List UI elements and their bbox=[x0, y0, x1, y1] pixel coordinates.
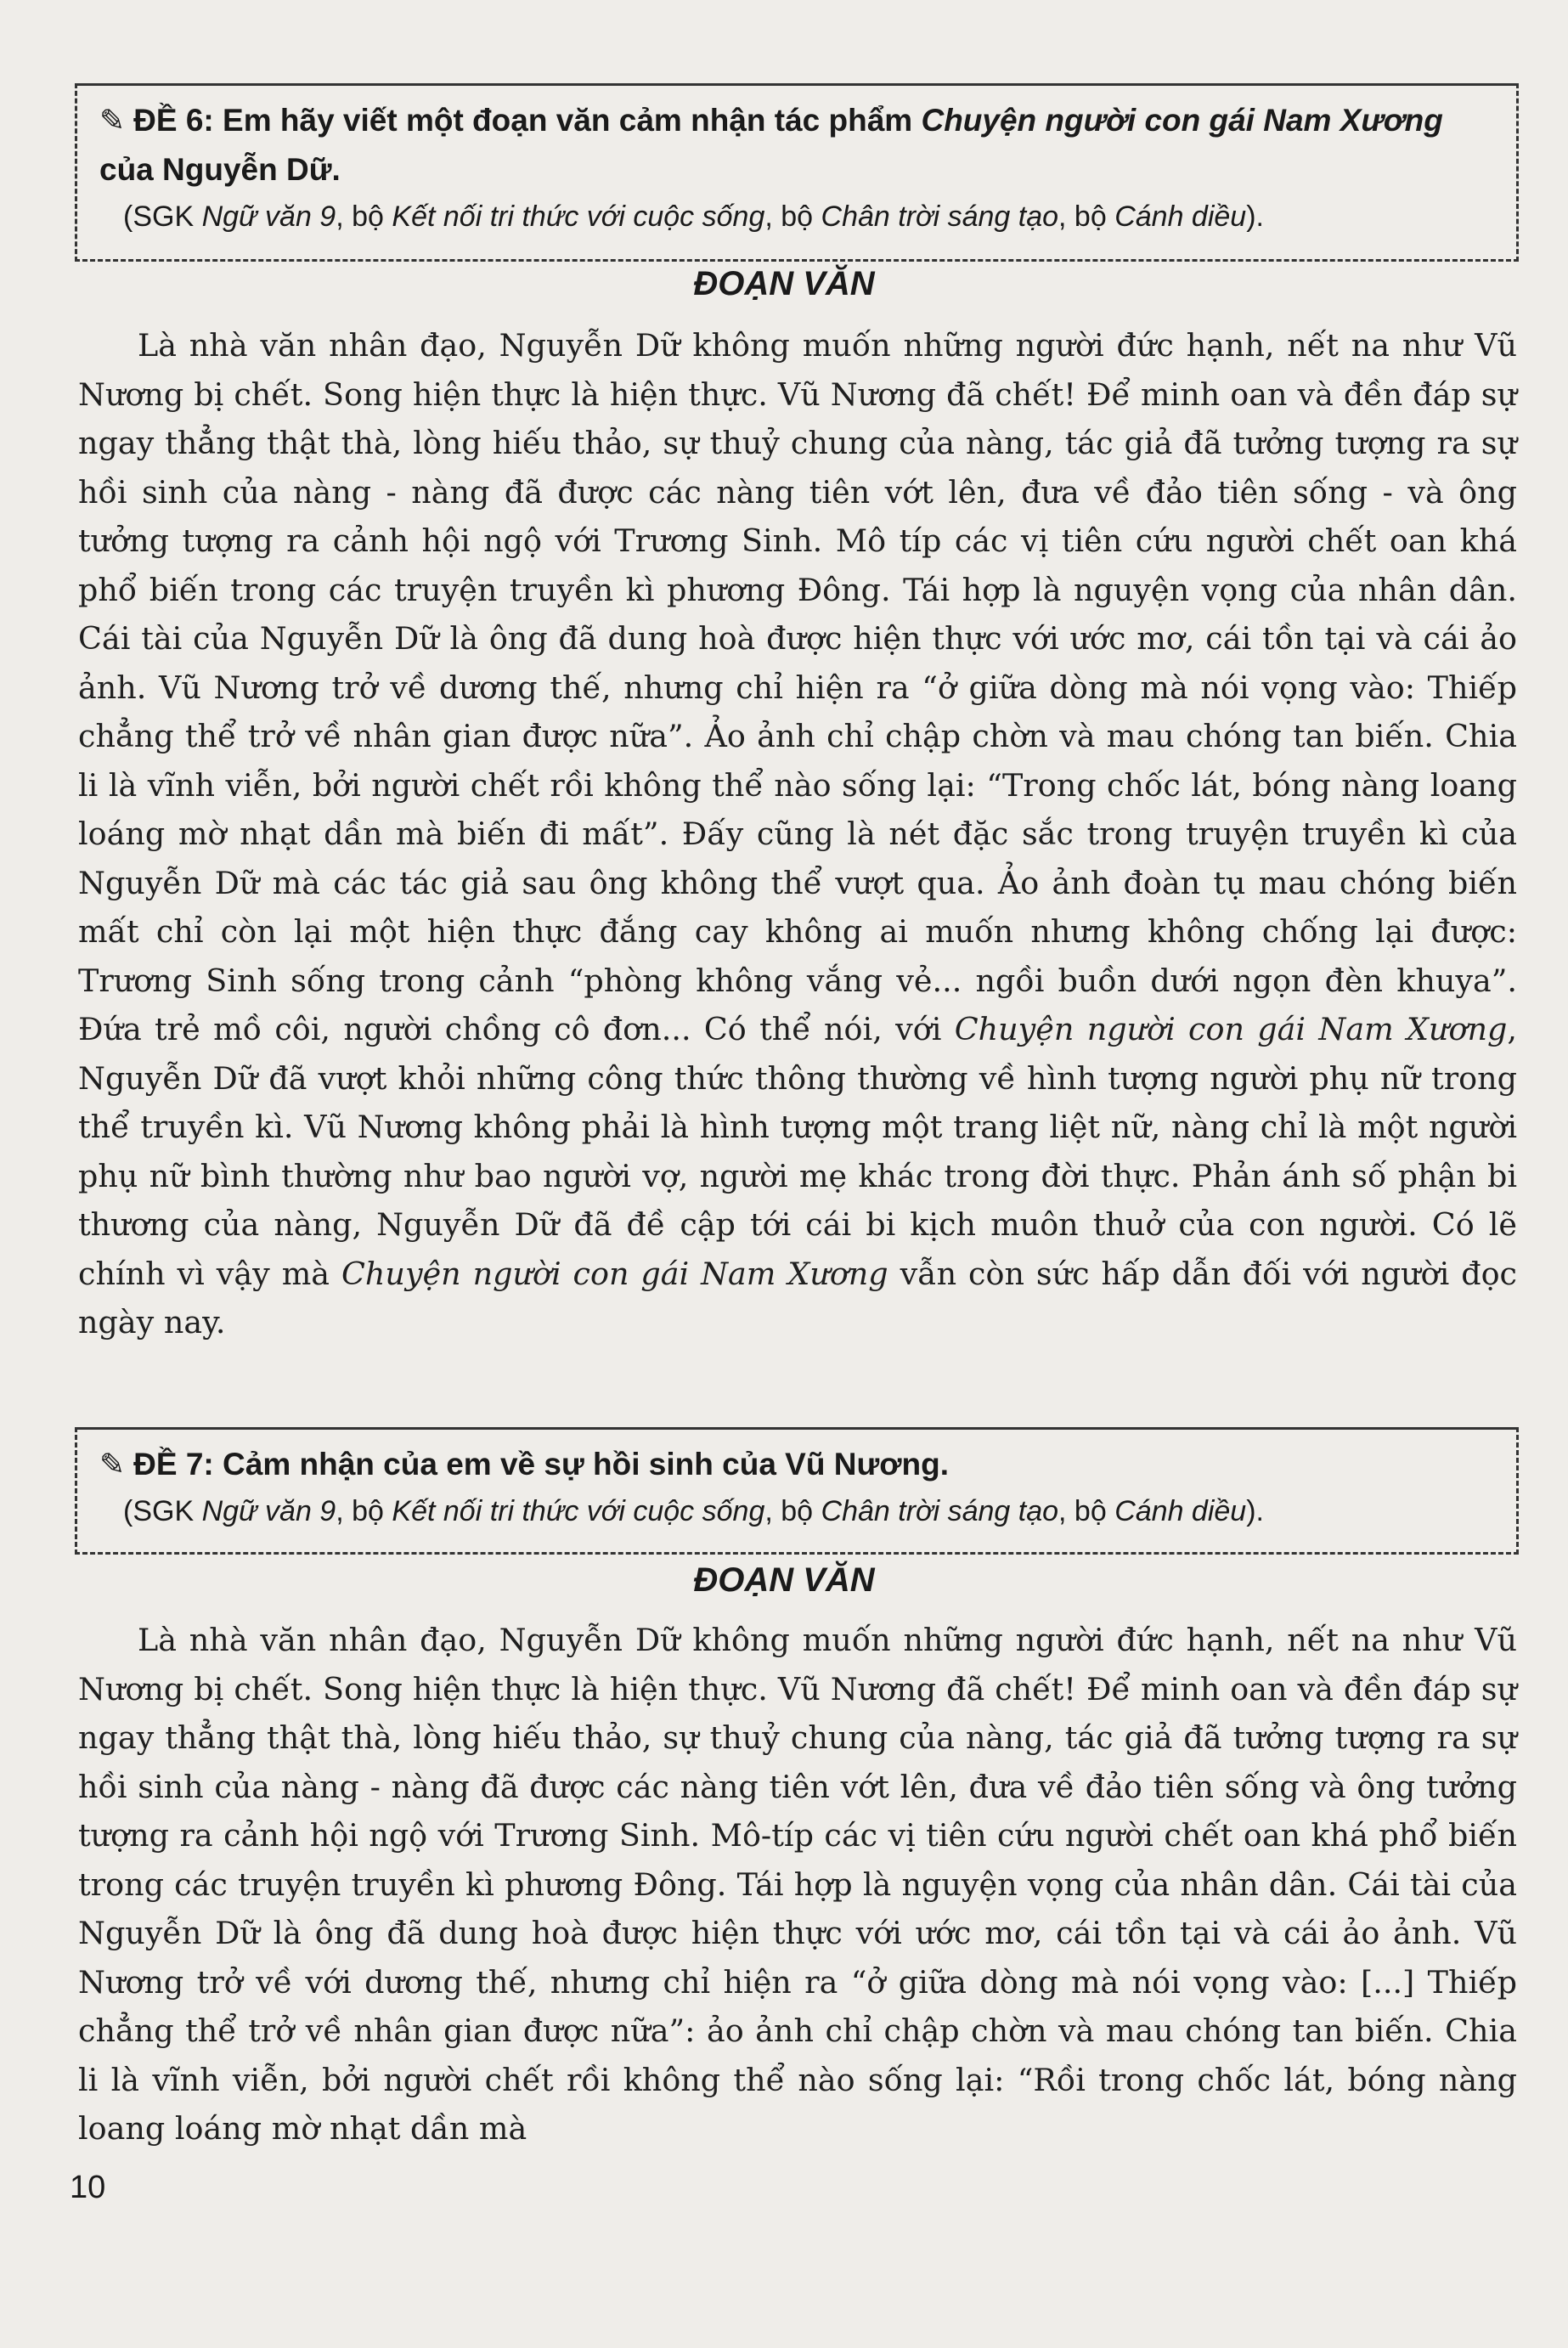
src6-set3: Cánh diều bbox=[1114, 200, 1247, 233]
src7-p5: ). bbox=[1246, 1495, 1264, 1527]
page-number: 10 bbox=[70, 2170, 106, 2205]
src6-set1: Kết nối tri thức với cuộc sống bbox=[392, 200, 765, 233]
section-6-heading: ĐOẠN VĂN bbox=[693, 265, 875, 302]
src7-p3: , bộ bbox=[764, 1495, 821, 1527]
question-7-title-text: ĐỀ 7: Cảm nhận của em về sự hồi sinh của Vũ Nương. bbox=[133, 1447, 950, 1482]
src7-p1: (SGK bbox=[123, 1495, 202, 1527]
src7-book: Ngữ văn 9 bbox=[201, 1495, 336, 1527]
src7-set1: Kết nối tri thức với cuộc sống bbox=[392, 1495, 765, 1527]
src6-p2: , bộ bbox=[336, 200, 392, 233]
s6-text-c: vẫn còn sức hấp dẫn đối với người đọc ngày nay. bbox=[78, 1255, 1518, 1341]
question-7-source bbox=[99, 1489, 1494, 1533]
s6-text-b: , Nguyễn Dữ đã vượt khỏi những công thức thông thường về hình tượng người phụ nữ trong thể truyền kì. Vũ Nương không phải là hình tượng một trang liệt nữ, nàng chỉ là một người phụ nữ bình thường như bao người vợ, người mẹ khác trong đời thực. Phản ánh số phận bi thương của nàng, Nguyễn Dữ đã đề cập tới cái bi kịch muôn thuở của con người. Có lẽ chính vì vậy mà bbox=[78, 1011, 1517, 1292]
s6-italic-title-1: Chuyện người con gái Nam Xương bbox=[954, 1011, 1508, 1047]
section-7-paragraph bbox=[78, 1616, 1517, 2153]
question-6-work-title: Chuyện người con gái Nam Xương bbox=[921, 103, 1443, 138]
src6-p5: ). bbox=[1246, 200, 1264, 233]
question-6-title-suffix: của Nguyễn Dữ. bbox=[99, 152, 341, 187]
question-6-source bbox=[99, 195, 1494, 239]
pencil-icon: ✎ bbox=[99, 1447, 126, 1482]
section-7-heading: ĐOẠN VĂN bbox=[693, 1561, 875, 1599]
question-6-title bbox=[99, 96, 1494, 195]
s6-text-a: Là nhà văn nhân đạo, Nguyễn Dữ không muốn những người đức hạnh, nết na như Vũ Nương bị chết. Song hiện thực là hiện thực. Vũ Nương đã chết! Để minh oan và đền đáp sự ngay thẳng thật thà, lòng hiếu thảo, sự thuỷ chung của nàng, tác giả đã tưởng tượng ra sự hồi sinh của nàng - nàng đã được các nàng tiên vớt lên, đưa về đảo tiên sống - và ông tưởng tượng ra cảnh hội ngộ với Trương Sinh. Mô típ các vị tiên cứu người chết oan khá phổ biến trong các truyện truyền kì phương Đông. Tái hợp là nguyện vọng của nhân dân. Cái tài của Nguyễn Dữ là ông đã dung hoà được hiện thực với ước mơ, cái tồn tại và cái ảo ảnh. Vũ Nương trở về dương thế, nhưng chỉ hiện ra “ở giữa dòng mà nói vọng vào: Thiếp chẳng thể trở về nhân gian được nữa”. Ảo ảnh chỉ chập chờn và mau chóng tan biến. Chia li là vĩnh viễn, bởi người chết rồi không thể nào sống lại: “Trong chốc lát, bóng nàng loang loáng mờ nhạt dần mà biến đi mất”. Đấy cũng là nét đặc sắc trong truyện truyền kì của Nguyễn Dữ mà các tác giả sau ông không thể vượt qua. Ảo ảnh đoàn tụ mau chóng biến mất chỉ còn lại một hiện thực đắng cay không ai muốn nhưng không chống lại được: Trương Sinh sống trong cảnh “phòng không vắng vẻ... ngồi buồn dưới ngọn đèn khuya”. Đứa trẻ mồ côi, người chồng cô đơn... Có thể nói, với bbox=[78, 327, 1517, 1047]
pencil-icon: ✎ bbox=[99, 103, 126, 138]
question-6-box bbox=[75, 83, 1519, 262]
s7-text: Là nhà văn nhân đạo, Nguyễn Dữ không muốn những người đức hạnh, nết na như Vũ Nương bị chết. Song hiện thực là hiện thực. Vũ Nương đã chết! Để minh oan và đền đáp sự ngay thẳng thật thà, lòng hiếu thảo, sự thuỷ chung của nàng, tác giả đã tưởng tượng ra sự hồi sinh của nàng - nàng đã được các nàng tiên vớt lên, đưa về đảo tiên sống và ông tưởng tượng ra cảnh hội ngộ với Trương Sinh. Mô-típ các vị tiên cứu người chết oan khá phổ biến trong các truyện truyền kì phương Đông. Tái hợp là nguyện vọng của nhân dân. Cái tài của Nguyễn Dữ là ông đã dung hoà được hiện thực với ước mơ, cái tồn tại và cái ảo ảnh. Vũ Nương trở về với dương thế, nhưng chỉ hiện ra “ở giữa dòng mà nói vọng vào: [...] Thiếp chẳng thể trở về nhân gian được nữa”: ảo ảnh chỉ chập chờn và mau chóng tan biến. Chia li là vĩnh viễn, bởi người chết rồi không thể nào sống lại: “Rồi trong chốc lát, bóng nàng loang loáng mờ nhạt dần mà bbox=[78, 1622, 1517, 2147]
src6-p4: , bộ bbox=[1058, 200, 1115, 233]
question-6-title-prefix: ĐỀ 6: Em hãy viết một đoạn văn cảm nhận tác phẩm bbox=[133, 103, 922, 138]
s6-italic-title-2: Chuyện người con gái Nam Xương bbox=[341, 1255, 888, 1292]
src7-p4: , bộ bbox=[1058, 1495, 1115, 1527]
src7-set2: Chân trời sáng tạo bbox=[821, 1495, 1059, 1527]
src6-p1: (SGK bbox=[123, 200, 202, 233]
src6-set2: Chân trời sáng tạo bbox=[821, 200, 1059, 233]
section-6-paragraph bbox=[78, 321, 1517, 1347]
src7-p2: , bộ bbox=[336, 1495, 392, 1527]
question-7-box bbox=[75, 1427, 1519, 1555]
src6-book: Ngữ văn 9 bbox=[201, 200, 336, 233]
question-7-title bbox=[99, 1440, 1494, 1489]
src6-p3: , bộ bbox=[764, 200, 821, 233]
src7-set3: Cánh diều bbox=[1114, 1495, 1247, 1527]
